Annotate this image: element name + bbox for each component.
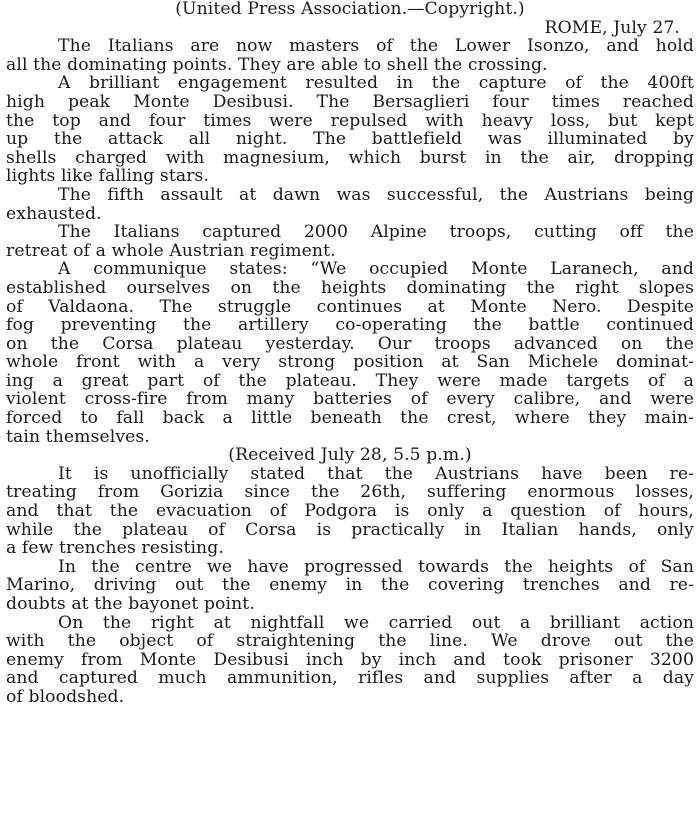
text-line: In the centre we have progressed towards the heights of San: [58, 556, 694, 577]
text-line: of bloodshed.: [6, 686, 125, 707]
text-line: ing a great part of the plateau. They were made targets of a: [6, 370, 694, 391]
paragraph: [6, 260, 694, 446]
text-line: Marino, driving out the enemy in the covering trenches and re-: [6, 575, 694, 596]
text-line: violent cross-fire from many batteries of every calibre, and were: [6, 389, 694, 410]
text-line: on the Corsa plateau yesterday. Our troops advanced on the: [6, 333, 694, 354]
text-line: A brilliant engagement resulted in the capture of the 400ft: [58, 73, 694, 94]
news-article: [6, 0, 694, 707]
article-section-1: [6, 37, 694, 446]
text-line: established ourselves on the heights dominating the right slopes: [6, 277, 694, 298]
paragraph: [6, 74, 694, 186]
text-line: forced to fall back a little beneath the crest, where they main-: [6, 408, 694, 429]
paragraph: [6, 186, 694, 223]
text-line: The Italians captured 2000 Alpine troops, cutting off the: [58, 222, 694, 243]
text-line: lights like falling stars.: [6, 166, 210, 187]
dateline-rome: ROME, July 27.: [544, 17, 680, 38]
text-line: high peak Monte Desibusi. The Bersaglieri four times reached: [6, 91, 694, 112]
text-line: treating from Gorizia since the 26th, suffering enormous losses,: [6, 482, 694, 503]
text-line: all the dominating points. They are able to shell the crossing.: [6, 54, 548, 75]
paragraph: [6, 614, 694, 707]
text-line: retreat of a whole Austrian regiment.: [6, 240, 336, 261]
paragraph: [6, 558, 694, 614]
text-line: with the object of straightening the line. We drove out the: [6, 631, 694, 652]
text-line: tain themselves.: [6, 426, 150, 447]
paragraph: [6, 465, 694, 558]
text-line: shells charged with magnesium, which burst in the air, dropping: [6, 147, 694, 168]
text-line: while the plateau of Corsa is practically in Italian hands, only: [6, 519, 694, 540]
text-line: and that the evacuation of Podgora is only a question of hours,: [6, 501, 694, 522]
text-line: The Italians are now masters of the Lower Isonzo, and hold: [58, 36, 694, 57]
text-line: up the attack all night. The battlefield was illuminated by: [6, 129, 694, 150]
text-line: On the right at nightfall we carried out a brilliant action: [58, 612, 694, 633]
text-line: fog preventing the artillery co-operating the battle continued: [6, 315, 694, 336]
text-line: and captured much ammunition, rifles and supplies after a day: [6, 668, 694, 689]
text-line: exhausted.: [6, 203, 102, 224]
text-line: doubts at the bayonet point.: [6, 594, 255, 614]
paragraph: [6, 223, 694, 260]
text-line: It is unofficially stated that the Austrians have been re-: [58, 463, 694, 484]
text-line: enemy from Monte Desibusi inch by inch and took prisoner 3200: [6, 649, 694, 670]
text-line: a few trenches resisting.: [6, 538, 224, 559]
press-credit: (United Press Association.—Copyright.): [175, 0, 525, 19]
text-line: the top and four times were repulsed with heavy loss, but kept: [6, 110, 694, 131]
text-line: whole front with a very strong position at San Michele dominat-: [6, 352, 694, 373]
article-section-2: [6, 465, 694, 707]
text-line: The fifth assault at dawn was successful, the Austrians being: [58, 184, 694, 205]
text-line: A communique states: “We occupied Monte Laranech, and: [58, 259, 694, 280]
text-line: of Valdaona. The struggle continues at Monte Nero. Despite: [6, 296, 694, 317]
paragraph: [6, 37, 694, 74]
dateline-received: (Received July 28, 5.5 p.m.): [228, 445, 472, 466]
